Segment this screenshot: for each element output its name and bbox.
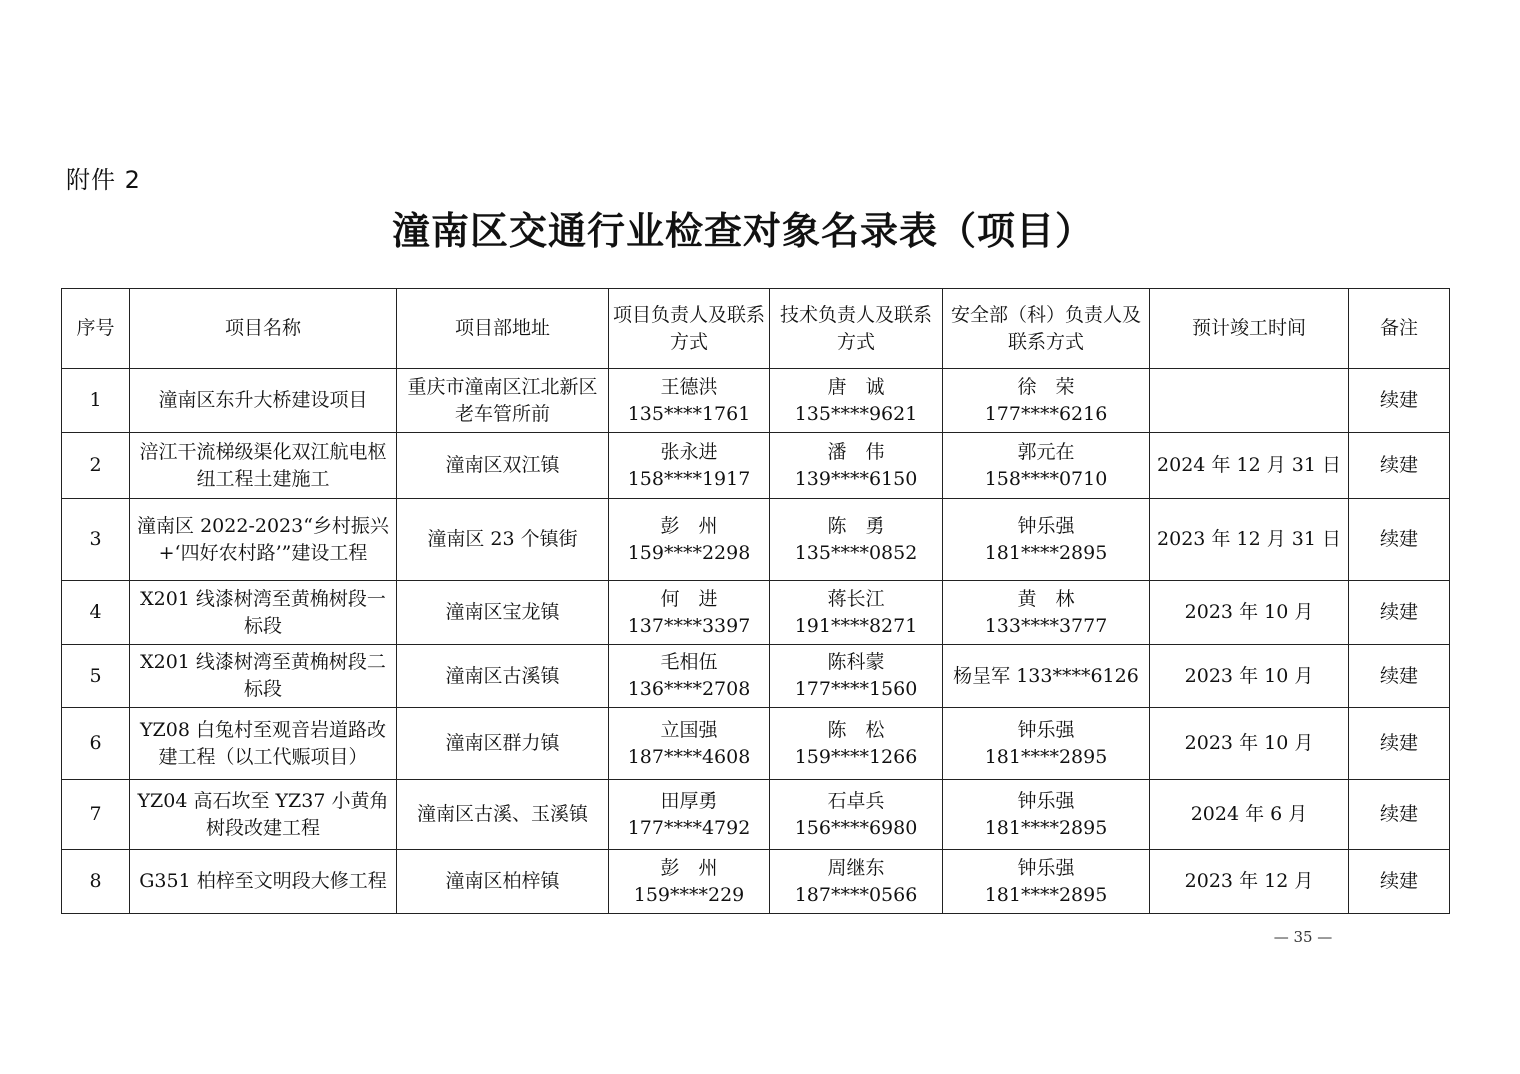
row-seq: 8 (62, 850, 130, 914)
row-project-name: YZ08 白兔村至观音岩道路改建工程（以工代赈项目） (130, 708, 397, 780)
contact-name: 张永进 (660, 440, 718, 463)
contact-phone: 159****229 (633, 883, 745, 906)
row-completion: 2024 年 6 月 (1150, 780, 1349, 850)
contact-phone: 159****2298 (627, 541, 751, 564)
row-address: 潼南区古溪镇 (397, 645, 609, 708)
contact-name: 陈 勇 (827, 514, 885, 537)
contact-phone: 177****1560 (794, 678, 918, 700)
row-remark: 续建 (1349, 433, 1450, 499)
page-number: — 35 — (1273, 928, 1333, 946)
contact-name: 钟乐强 (1017, 718, 1075, 741)
row-project-manager (609, 780, 770, 850)
row-remark: 续建 (1349, 708, 1450, 780)
contact-phone: 156****6980 (794, 816, 918, 839)
table-row (62, 499, 1450, 581)
table-header-row (62, 289, 1450, 369)
row-address: 潼南区 23 个镇街 (397, 499, 609, 581)
row-project-name: 潼南区东升大桥建设项目 (130, 369, 397, 433)
row-project-manager (609, 581, 770, 645)
contact-name: 钟乐强 (1017, 789, 1075, 812)
row-address: 潼南区古溪、玉溪镇 (397, 780, 609, 850)
table-row (62, 581, 1450, 645)
contact-name: 唐 诚 (827, 375, 885, 398)
contact-phone: 135****9621 (794, 402, 918, 425)
contact-name: 蒋长江 (827, 587, 885, 610)
row-technical-lead (770, 499, 943, 581)
contact-name: 郭元在 (1017, 440, 1075, 463)
row-project-name: YZ04 高石坎至 YZ37 小黄角树段改建工程 (130, 780, 397, 850)
contact-phone: 187****4608 (627, 745, 751, 768)
attachment-label: 附件 2 (66, 166, 141, 194)
row-remark: 续建 (1349, 645, 1450, 708)
header-safety-lead: 安全部（科）负责人及联系方式 (943, 289, 1150, 369)
contact-phone: 181****2895 (984, 541, 1108, 564)
contact-name: 彭 州 (660, 514, 718, 537)
row-technical-lead (770, 581, 943, 645)
contact-phone: 136****2708 (627, 678, 751, 700)
contact-name: 何 进 (660, 587, 718, 610)
row-completion: 2023 年 10 月 (1150, 645, 1349, 708)
row-completion: 2023 年 10 月 (1150, 581, 1349, 645)
row-project-manager (609, 499, 770, 581)
contact-name: 陈 松 (827, 718, 885, 741)
row-remark: 续建 (1349, 369, 1450, 433)
row-remark: 续建 (1349, 850, 1450, 914)
row-technical-lead (770, 780, 943, 850)
header-project-name: 项目名称 (130, 289, 397, 369)
contact-name: 田厚勇 (660, 789, 718, 812)
contact-phone: 181****2895 (984, 745, 1108, 768)
row-address: 潼南区双江镇 (397, 433, 609, 499)
row-completion (1150, 369, 1349, 433)
contact-phone: 181****2895 (984, 883, 1108, 906)
row-technical-lead (770, 645, 943, 708)
row-safety-lead (943, 645, 1150, 708)
row-completion: 2024 年 12 月 31 日 (1150, 433, 1349, 499)
row-seq: 3 (62, 499, 130, 581)
row-project-name: 潼南区 2022-2023“乡村振兴+‘四好农村路’”建设工程 (130, 499, 397, 581)
contact-phone: 137****3397 (627, 614, 751, 637)
row-safety-lead (943, 708, 1150, 780)
table-row (62, 780, 1450, 850)
row-project-name: X201 线漆树湾至黄桷树段二标段 (130, 645, 397, 708)
contact-name: 石卓兵 (827, 789, 885, 812)
contact-phone: 187****0566 (794, 883, 918, 906)
row-project-name: G351 柏梓至文明段大修工程 (130, 850, 397, 914)
contact-phone: 177****4792 (627, 816, 751, 839)
row-project-manager (609, 369, 770, 433)
row-completion: 2023 年 12 月 31 日 (1150, 499, 1349, 581)
row-safety-lead (943, 780, 1150, 850)
row-address: 潼南区柏梓镇 (397, 850, 609, 914)
page-title: 潼南区交通行业检查对象名录表（项目） (391, 208, 1094, 253)
table-row (62, 850, 1450, 914)
header-remark: 备注 (1349, 289, 1450, 369)
row-seq: 4 (62, 581, 130, 645)
row-technical-lead (770, 708, 943, 780)
contact-name: 毛相伍 (660, 651, 718, 673)
row-remark: 续建 (1349, 581, 1450, 645)
row-technical-lead (770, 850, 943, 914)
row-remark: 续建 (1349, 780, 1450, 850)
contact-phone: 158****1917 (627, 467, 751, 490)
header-technical-lead: 技术负责人及联系方式 (770, 289, 943, 369)
contact-name: 黄 林 (1017, 587, 1075, 610)
contact-name: 周继东 (827, 856, 885, 879)
header-seq: 序号 (62, 289, 130, 369)
contact-name: 陈科蒙 (827, 651, 885, 673)
contact-name: 徐 荣 (1017, 375, 1075, 398)
row-safety-lead (943, 581, 1150, 645)
row-project-manager (609, 433, 770, 499)
contact-phone: 133****3777 (984, 614, 1108, 637)
row-address: 重庆市潼南区江北新区老车管所前 (397, 369, 609, 433)
contact-name: 杨呈军 133****6126 (953, 664, 1139, 687)
table-row (62, 708, 1450, 780)
contact-name: 彭 州 (660, 856, 718, 879)
row-project-name: 涪江干流梯级渠化双江航电枢纽工程土建施工 (130, 433, 397, 499)
contact-name: 钟乐强 (1017, 856, 1075, 879)
row-completion: 2023 年 10 月 (1150, 708, 1349, 780)
row-project-name: X201 线漆树湾至黄桷树段一标段 (130, 581, 397, 645)
row-seq: 2 (62, 433, 130, 499)
row-project-manager (609, 645, 770, 708)
contact-name: 王德洪 (660, 375, 718, 398)
header-address: 项目部地址 (397, 289, 609, 369)
row-safety-lead (943, 433, 1150, 499)
contact-name: 钟乐强 (1017, 514, 1075, 537)
contact-phone: 177****6216 (984, 402, 1108, 425)
row-seq: 5 (62, 645, 130, 708)
contact-name: 潘 伟 (827, 440, 885, 463)
row-safety-lead (943, 369, 1150, 433)
table-row (62, 433, 1450, 499)
table-row (62, 645, 1450, 708)
row-safety-lead (943, 499, 1150, 581)
row-project-manager (609, 708, 770, 780)
contact-phone: 135****0852 (794, 541, 918, 564)
row-project-manager (609, 850, 770, 914)
contact-phone: 158****0710 (984, 467, 1108, 490)
contact-phone: 159****1266 (794, 745, 918, 768)
row-seq: 7 (62, 780, 130, 850)
row-address: 潼南区宝龙镇 (397, 581, 609, 645)
contact-name: 立国强 (660, 718, 718, 741)
row-safety-lead (943, 850, 1150, 914)
contact-phone: 139****6150 (794, 467, 918, 490)
contact-phone: 191****8271 (794, 614, 918, 637)
contact-phone: 181****2895 (984, 816, 1108, 839)
row-completion: 2023 年 12 月 (1150, 850, 1349, 914)
header-project-manager: 项目负责人及联系方式 (609, 289, 770, 369)
row-seq: 6 (62, 708, 130, 780)
row-technical-lead (770, 433, 943, 499)
row-seq: 1 (62, 369, 130, 433)
table-row (62, 369, 1450, 433)
row-remark: 续建 (1349, 499, 1450, 581)
row-technical-lead (770, 369, 943, 433)
project-roster-table (61, 288, 1450, 914)
contact-phone: 135****1761 (627, 402, 751, 425)
header-completion: 预计竣工时间 (1150, 289, 1349, 369)
row-address: 潼南区群力镇 (397, 708, 609, 780)
